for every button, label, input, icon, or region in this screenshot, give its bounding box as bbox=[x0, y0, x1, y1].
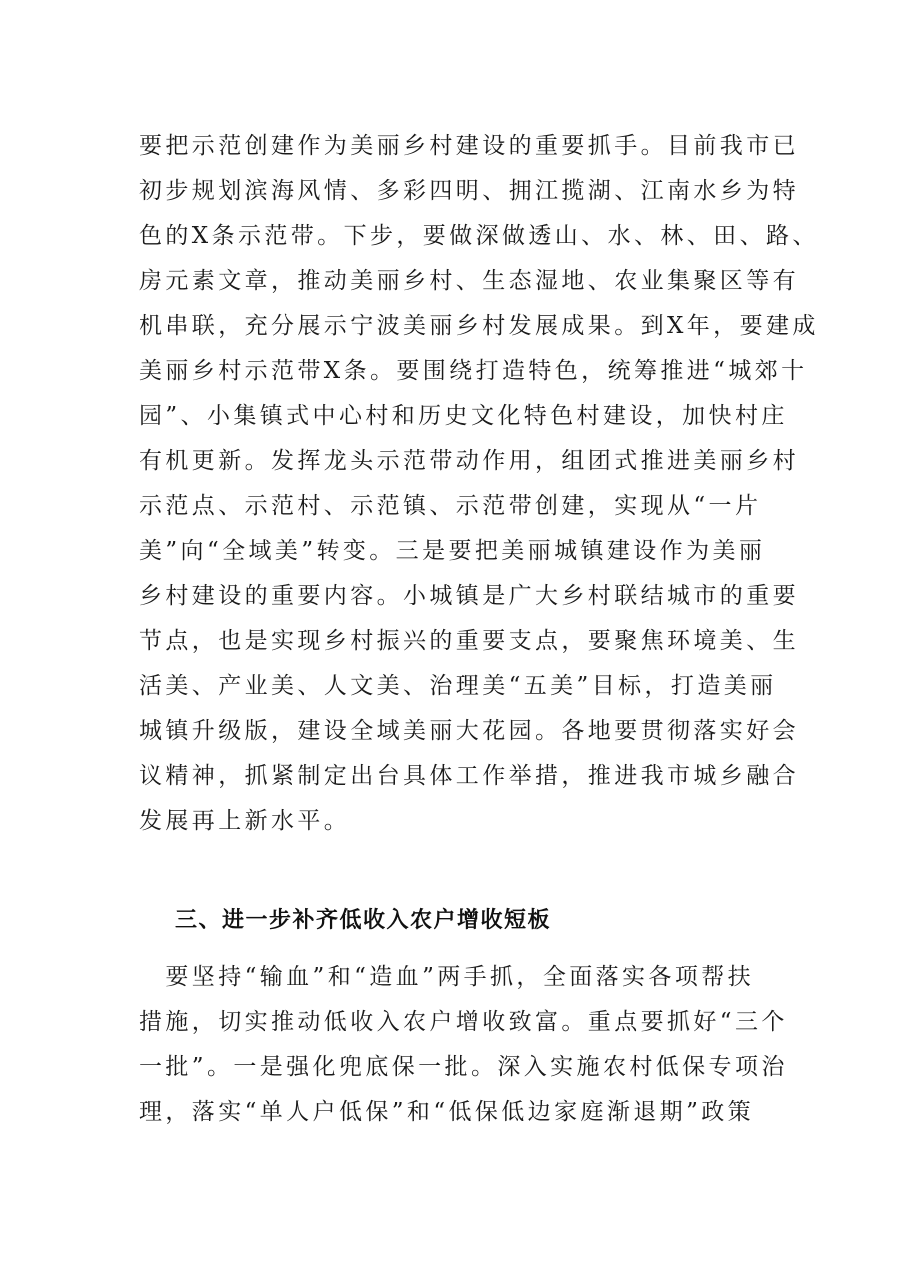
body-paragraph-1 bbox=[139, 124, 819, 844]
paragraph-line: 节点，也是实现乡村振兴的重要支点，要聚焦环境美、生 bbox=[139, 628, 799, 654]
paragraph-line: 活美、产业美、人文美、治理美“五美”目标，打造美丽 bbox=[139, 673, 777, 699]
section-heading: 三、进一步补齐低收入农户增收短板 bbox=[175, 908, 552, 933]
paragraph-line: 美”向“全域美”转变。三是要把美丽城镇建设作为美丽 bbox=[139, 538, 766, 564]
paragraph-line: 有机更新。发挥龙头示范带动作用，组团式推进美丽乡村 bbox=[139, 448, 799, 474]
paragraph-line: 房元素文章，推动美丽乡村、生态湿地、农业集聚区等有 bbox=[139, 268, 799, 294]
paragraph-line: 要把示范创建作为美丽乡村建设的重要抓手。目前我市已 bbox=[139, 133, 799, 159]
paragraph-line: 要坚持“输血”和“造血”两手抓，全面落实各项帮扶 bbox=[139, 964, 755, 990]
paragraph-line: 园”、小集镇式中心村和历史文化特色村建设，加快村庄 bbox=[139, 403, 788, 429]
paragraph-line: 乡村建设的重要内容。小城镇是广大乡村联结城市的重要 bbox=[139, 583, 799, 609]
paragraph-line: 机串联，充分展示宁波美丽乡村发展成果。到X年，要建成 bbox=[139, 313, 819, 339]
paragraph-line: 发展再上新水平。 bbox=[139, 808, 351, 834]
paragraph-line: 城镇升级版，建设全域美丽大花园。各地要贯彻落实好会 bbox=[139, 718, 799, 744]
paragraph-line: 美丽乡村示范带X条。要围绕打造特色，统筹推进“城郊十 bbox=[139, 358, 808, 384]
paragraph-line: 一批”。一是强化兜底保一批。深入实施农村低保专项治 bbox=[139, 1054, 788, 1080]
paragraph-line: 示范点、示范村、示范镇、示范带创建，实现从“一片 bbox=[139, 493, 762, 519]
body-paragraph-2 bbox=[139, 955, 788, 1135]
paragraph-line: 措施，切实推动低收入农户增收致富。重点要抓好“三个 bbox=[139, 1009, 788, 1035]
paragraph-line: 初步规划滨海风情、多彩四明、拥江揽湖、江南水乡为特 bbox=[139, 178, 799, 204]
paragraph-line: 议精神，抓紧制定出台具体工作举措，推进我市城乡融合 bbox=[139, 763, 799, 789]
paragraph-line: 色的X条示范带。下步，要做深做透山、水、林、田、路、 bbox=[139, 223, 819, 249]
paragraph-line: 理，落实“单人户低保”和“低保低边家庭渐退期”政策 bbox=[139, 1099, 755, 1125]
